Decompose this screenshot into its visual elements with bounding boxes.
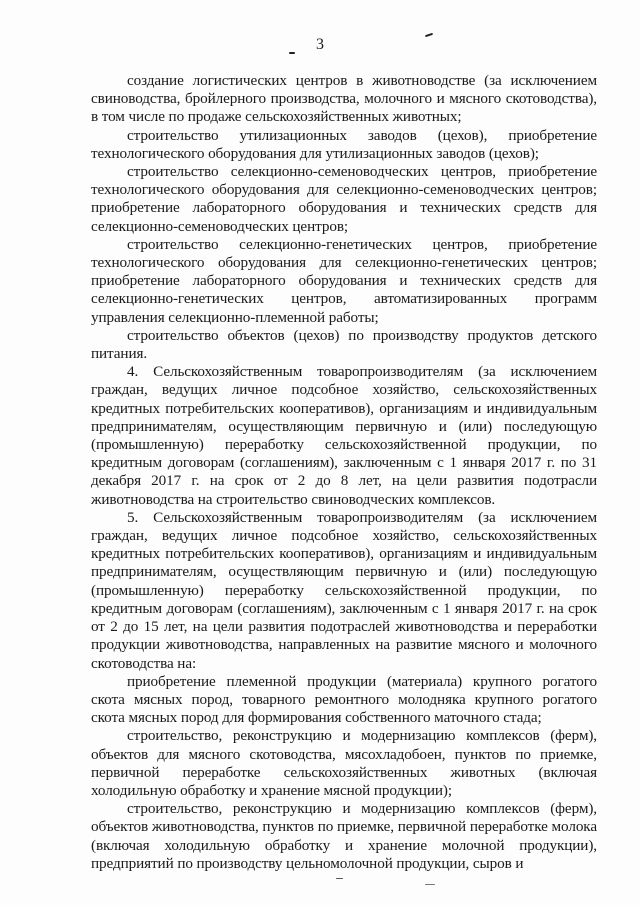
scan-mark [425, 884, 435, 885]
scan-mark [336, 878, 343, 879]
paragraph: строительство селекционно-семеноводческих центров, приобретение технологического оборудования для селекционно-семеноводческих центров; приобретение лабораторного оборудования и технических средств для селекционно-семеноводческих центров; [91, 163, 597, 235]
paragraph: строительство, реконструкцию и модернизацию комплексов (ферм), объектов для мясного скотоводства, мясохладобоен, пунктов по приемке, первичной переработке сельскохозяйственных животных (включая холодильную обработку и хранение мясной продукции); [91, 727, 597, 799]
page-number: 3 [316, 36, 324, 53]
paragraph: создание логистических центров в животноводстве (за исключением свиноводства, бройлерного производства, молочного и мясного скотоводства), в том числе по продаже сельскохозяйственных животных; [91, 72, 597, 126]
paragraph: строительство утилизационных заводов (цехов), приобретение технологического оборудования для утилизационных заводов (цехов); [91, 126, 597, 162]
paragraph: строительство селекционно-генетических центров, приобретение технологического оборудования для селекционно-генетических центров; приобретение лабораторного оборудования и технических средств для селекционно-генетических центров, автоматизированных программ управления селекционно-племенной работы; [91, 235, 597, 326]
document-body [91, 72, 597, 873]
paragraph: строительство объектов (цехов) по производству продуктов детского питания. [91, 326, 597, 363]
paragraph-item-5: 5. Сельскохозяйственным товаропроизводителям (за исключением граждан, ведущих личное подсобное хозяйство, сельскохозяйственных кредитных потребительских кооперативов), организациям и индивидуальным предпринимателям, осуществляющим первичную и (или) последующую (промышленную) переработку сельскохозяйственной продукции, по кредитным договорам (соглашениям), заключенным с 1 января 2017 г. на срок от 2 до 15 лет, на цели развития подотраслей животноводства и переработки продукции животноводства, направленных на развитие мясного и молочного скотоводства на: [91, 508, 597, 672]
paragraph: приобретение племенной продукции (материала) крупного рогатого скота мясных пород, товарного ремонтного молодняка крупного рогатого скота мясных пород для формирования собственного маточного стада; [91, 672, 597, 727]
paragraph: строительство, реконструкцию и модернизацию комплексов (ферм), объектов животноводства, пунктов по приемке, первичной переработке молока (включая холодильную обработку и хранение молочной продукции), предприятий по производству цельномолочной продукции, сыров и [91, 800, 597, 872]
paragraph-item-4: 4. Сельскохозяйственным товаропроизводителям (за исключением граждан, ведущих личное подсобное хозяйство, сельскохозяйственных кредитных потребительских кооперативов), организациям и индивидуальным предпринимателям, осуществляющим первичную и (или) последующую (промышленную) переработку сельскохозяйственной продукции, по кредитным договорам (соглашениям), заключенным с 1 января 2017 г. по 31 декабря 2017 г. на срок от 2 до 8 лет, на цели развития подотрасли животноводства на строительство свиноводческих комплексов. [91, 363, 597, 508]
